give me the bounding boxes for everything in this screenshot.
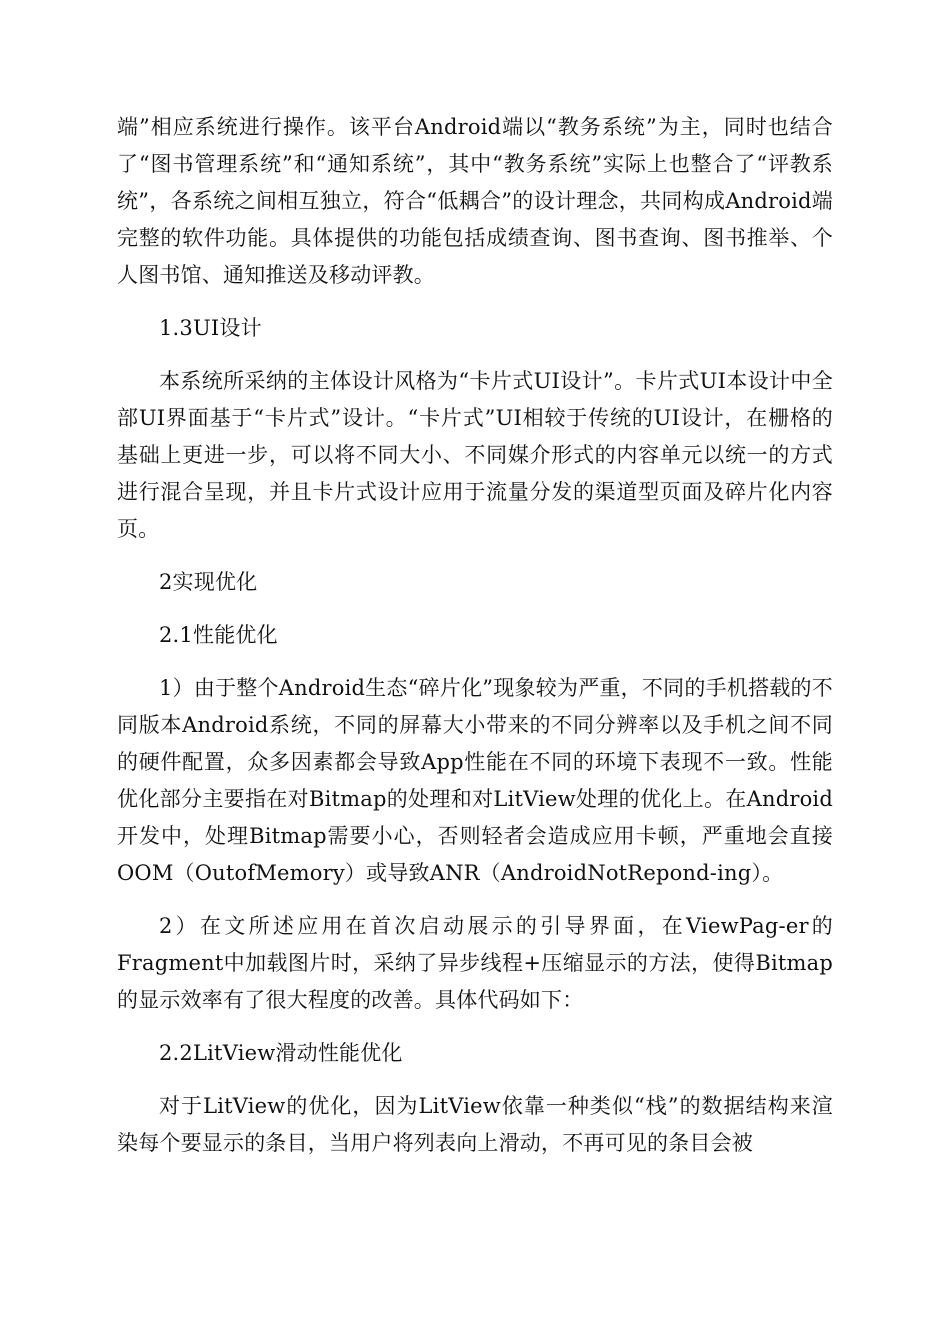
- section-heading-optimization: 2实现优化: [159, 570, 258, 594]
- paragraph-fragmentation: 1）由于整个Android生态“碎片化”现象较为严重，不同的手机搭载的不同版本Android系统，不同的屏幕大小带来的不同分辨率以及手机之间不同的硬件配置，众多因素都会导致App性能在不同的环境下表现不一致。性能优化部分主要指在对Bitmap的处理和对LitView处理的优化上。在Android开发中，处理Bitmap需要小心，否则轻者会造成应用卡顿，严重地会直接OOM（OutofMemory）或导致ANR（AndroidNotRepond-ing）。: [117, 676, 833, 885]
- section-heading-ui-design: 1.3UI设计: [159, 316, 262, 340]
- paragraph-card-ui: 本系统所采纳的主体设计风格为“卡片式UI设计”。卡片式UI本设计中全部UI界面基于“卡片式”设计。“卡片式”UI相较于传统的UI设计，在栅格的基础上更进一步，可以将不同大小、不同媒介形式的内容单元以统一的方式进行混合呈现，并且卡片式设计应用于流量分发的渠道型页面及碎片化内容页。: [117, 369, 833, 541]
- paragraph-litview-optimization: 对于LitView的优化，因为LitView依靠一种类似“栈”的数据结构来渲染每个要显示的条目，当用户将列表向上滑动，不再可见的条目会被: [117, 1094, 833, 1155]
- document-body: [117, 109, 833, 1178]
- section-heading-litview: 2.2LitView滑动性能优化: [159, 1041, 403, 1065]
- paragraph-android-systems: 端”相应系统进行操作。该平台Android端以“教务系统”为主，同时也结合了“图书管理系统”和“通知系统”，其中“教务系统”实际上也整合了“评教系统”，各系统之间相互独立，符合“低耦合”的设计理念，共同构成Android端完整的软件功能。具体提供的功能包括成绩查询、图书查询、图书推举、个人图书馆、通知推送及移动评教。: [117, 115, 833, 287]
- paragraph-viewpager: 2）在文所述应用在首次启动展示的引导界面，在ViewPag-er的Fragment中加载图片时，采纳了异步线程+压缩显示的方法，使得Bitmap的显示效率有了很大程度的改善。具体代码如下：: [117, 914, 833, 1012]
- section-heading-performance: 2.1性能优化: [159, 623, 278, 647]
